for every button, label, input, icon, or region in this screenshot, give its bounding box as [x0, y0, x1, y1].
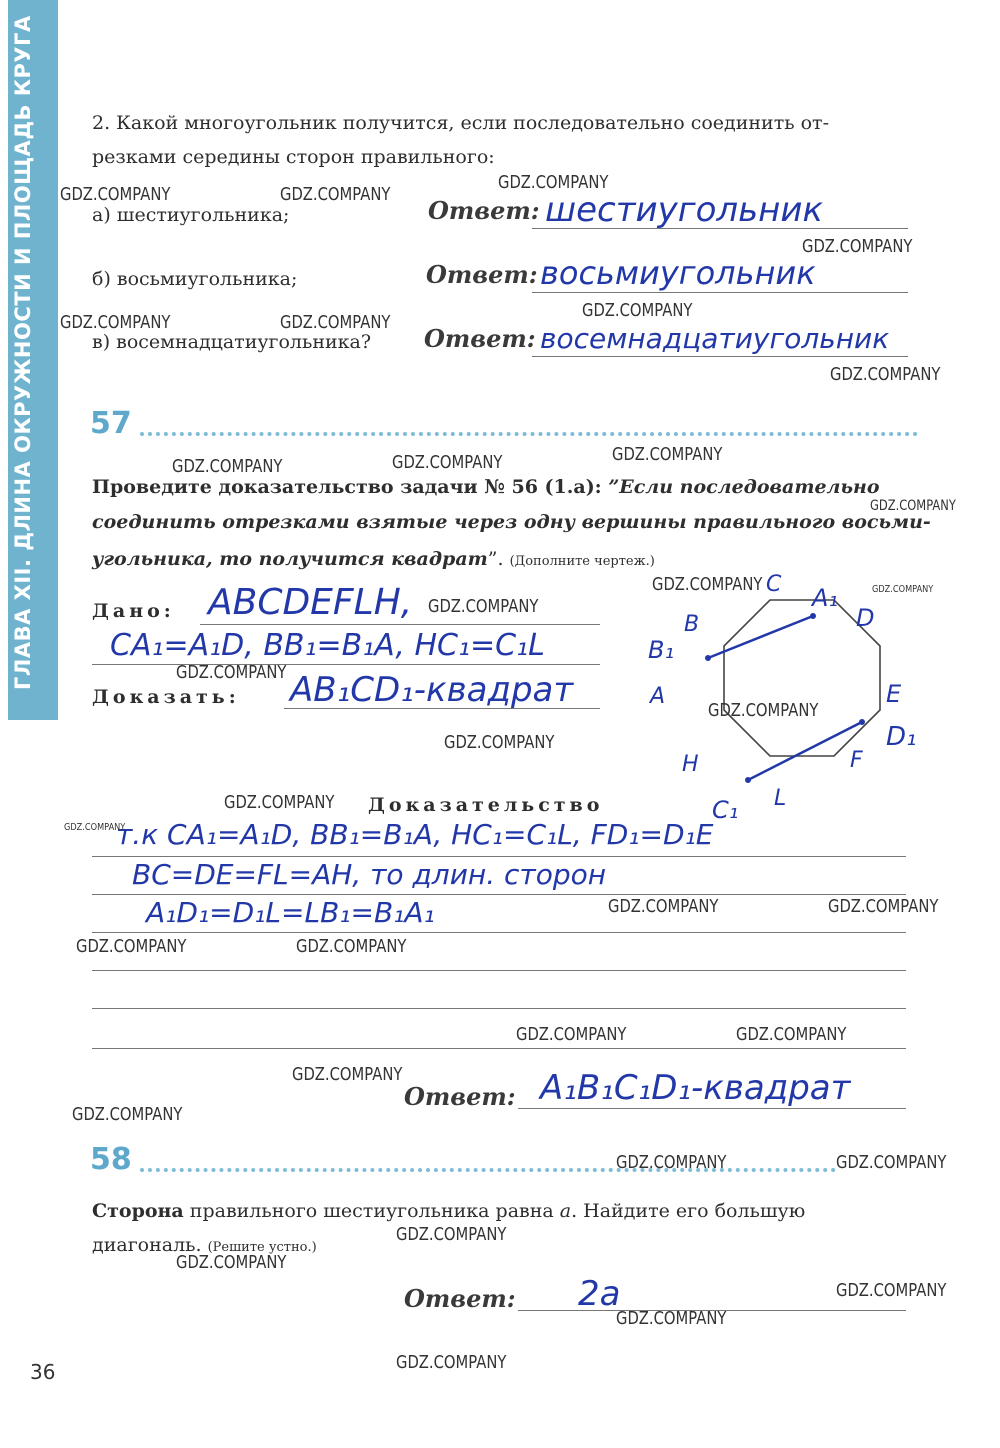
item-c-answer: восемнадцатиугольник	[540, 322, 890, 355]
task58-text-mid: правильного шестиугольника равна	[183, 1200, 560, 1222]
given-line	[92, 664, 600, 665]
proof-rule	[92, 932, 906, 933]
watermark: GDZ.COMPANY	[224, 792, 335, 813]
item-a-answer: шестиугольник	[545, 190, 824, 230]
task58-variable: a	[559, 1200, 572, 1222]
watermark: GDZ.COMPANY	[296, 936, 407, 957]
task58-text-line-1	[92, 1200, 805, 1222]
watermark: GDZ.COMPANY	[176, 1252, 287, 1273]
answer-line	[532, 292, 908, 293]
watermark: GDZ.COMPANY	[60, 184, 171, 205]
prove-line	[284, 708, 600, 709]
answer-line	[532, 356, 908, 357]
proof-rule	[92, 970, 906, 971]
task57-quote-start: ”Если последовательно	[608, 476, 880, 498]
task57-instruction: Проведите доказательство задачи № 56 (1.а):	[92, 476, 609, 498]
watermark: GDZ.COMPANY	[444, 732, 555, 753]
point-a1	[810, 613, 816, 619]
prove-text: AB₁CD₁-квадрат	[290, 670, 574, 710]
item-c-answer-label: Ответ:	[424, 324, 536, 353]
point-d1	[859, 719, 865, 725]
watermark: GDZ.COMPANY	[280, 184, 391, 205]
page-number: 36	[30, 1360, 56, 1384]
proof-rule	[92, 894, 906, 895]
task-divider	[140, 432, 918, 436]
watermark: GDZ.COMPANY	[498, 172, 609, 193]
watermark: GDZ.COMPANY	[72, 1104, 183, 1125]
watermark: GDZ.COMPANY	[830, 364, 941, 385]
watermark: GDZ.COMPANY	[176, 662, 287, 683]
diagram-label-c: C	[766, 572, 782, 597]
watermark: GDZ.COMPANY	[708, 700, 819, 721]
task58-answer: 2a	[578, 1274, 621, 1314]
task58-text-start: Сторона	[92, 1200, 184, 1222]
watermark: GDZ.COMPANY	[280, 312, 391, 333]
given-label: Дано:	[92, 600, 175, 622]
diagram-label-f: F	[850, 748, 863, 773]
watermark: GDZ.COMPANY	[836, 1280, 947, 1301]
diagram-label-b: B	[684, 612, 700, 637]
given-line-1: ABCDEFLH,	[208, 582, 413, 623]
watermark: GDZ.COMPANY	[616, 1308, 727, 1329]
watermark: GDZ.COMPANY	[64, 822, 126, 833]
proof-rule	[92, 1008, 906, 1009]
watermark: GDZ.COMPANY	[870, 498, 956, 514]
watermark: GDZ.COMPANY	[828, 896, 939, 917]
task57-note: (Дополните чертеж.)	[509, 554, 655, 569]
proof-rule	[92, 856, 906, 857]
item-a-label: а) шестиугольника;	[92, 204, 290, 226]
segment-b1-a1	[708, 616, 813, 658]
given-line-2: CA₁=A₁D, BB₁=B₁A, HC₁=C₁L	[110, 628, 545, 663]
diagram-label-a: A	[650, 684, 666, 709]
task57-answer: A₁B₁C₁D₁-квадрат	[540, 1068, 851, 1108]
watermark: GDZ.COMPANY	[836, 1152, 947, 1173]
task57-quote-mark: ”.	[487, 548, 504, 570]
watermark: GDZ.COMPANY	[60, 312, 171, 333]
task57-text-line-1	[92, 476, 880, 498]
diagram-label-a1: A₁	[812, 584, 839, 612]
given-line	[200, 624, 600, 625]
watermark: GDZ.COMPANY	[292, 1064, 403, 1085]
task57-answer-label: Ответ:	[404, 1082, 516, 1111]
proof-line-2: BC=DE=FL=AH, то длин. сторон	[132, 858, 607, 891]
watermark: GDZ.COMPANY	[396, 1224, 507, 1245]
watermark: GDZ.COMPANY	[872, 584, 934, 595]
task58-text-end: . Найдите его большую	[571, 1200, 806, 1222]
item-c-label: в) восемнадцатиугольника?	[92, 331, 372, 353]
diagram-label-b1: B₁	[648, 636, 675, 664]
task-divider	[140, 1168, 836, 1172]
answer-line	[518, 1108, 906, 1109]
watermark: GDZ.COMPANY	[736, 1024, 847, 1045]
diagram-label-c1: C₁	[712, 796, 739, 824]
point-c1	[745, 777, 751, 783]
diagram-label-l: L	[774, 786, 787, 811]
watermark: GDZ.COMPANY	[802, 236, 913, 257]
watermark: GDZ.COMPANY	[392, 452, 503, 473]
task57-text-line-3	[92, 548, 655, 570]
watermark: GDZ.COMPANY	[172, 456, 283, 477]
diagram-label-h: H	[682, 752, 699, 777]
question-line-2: резками середины сторон правильного:	[92, 146, 495, 168]
proof-line-1: т.к CA₁=A₁D, BB₁=B₁A, HC₁=C₁L, FD₁=D₁E	[116, 818, 714, 851]
answer-line	[532, 228, 908, 229]
watermark: GDZ.COMPANY	[428, 596, 539, 617]
watermark: GDZ.COMPANY	[516, 1024, 627, 1045]
watermark: GDZ.COMPANY	[616, 1152, 727, 1173]
point-b1	[705, 655, 711, 661]
proof-title: Доказательство	[368, 794, 604, 816]
diagram-label-d: D	[856, 604, 875, 632]
proof-rule	[92, 1048, 906, 1049]
task57-quote-end: угольника, то получится квадрат	[92, 548, 488, 570]
diagram-label-d1: D₁	[886, 722, 917, 752]
watermark: GDZ.COMPANY	[612, 444, 723, 465]
watermark: GDZ.COMPANY	[608, 896, 719, 917]
task58-answer-label: Ответ:	[404, 1284, 516, 1313]
item-b-label: б) восьмиугольника;	[92, 268, 298, 290]
task58-note: (Решите устно.)	[207, 1240, 317, 1255]
task58-diagonal: диагональ.	[92, 1234, 202, 1256]
prove-label: Доказать:	[92, 686, 240, 708]
watermark: GDZ.COMPANY	[76, 936, 187, 957]
question-line-1: 2. Какой многоугольник получится, если последовательно соединить от-	[92, 112, 829, 134]
item-b-answer-label: Ответ:	[426, 260, 538, 289]
task57-text-line-2: соединить отрезками взятые через одну вершины правильного восьми-	[92, 511, 931, 533]
watermark: GDZ.COMPANY	[652, 574, 763, 595]
watermark: GDZ.COMPANY	[582, 300, 693, 321]
task-number-57: 57	[90, 406, 132, 441]
chapter-side-title: ГЛАВА XII. ДЛИНА ОКРУЖНОСТИ И ПЛОЩАДЬ КРУГА	[11, 15, 35, 690]
task-number-58: 58	[90, 1142, 132, 1177]
item-a-answer-label: Ответ:	[428, 196, 540, 225]
watermark: GDZ.COMPANY	[396, 1352, 507, 1373]
item-b-answer: восьмиугольник	[540, 254, 816, 292]
proof-line-3: A₁D₁=D₁L=LB₁=B₁A₁	[146, 896, 435, 929]
diagram-label-e: E	[886, 680, 902, 708]
